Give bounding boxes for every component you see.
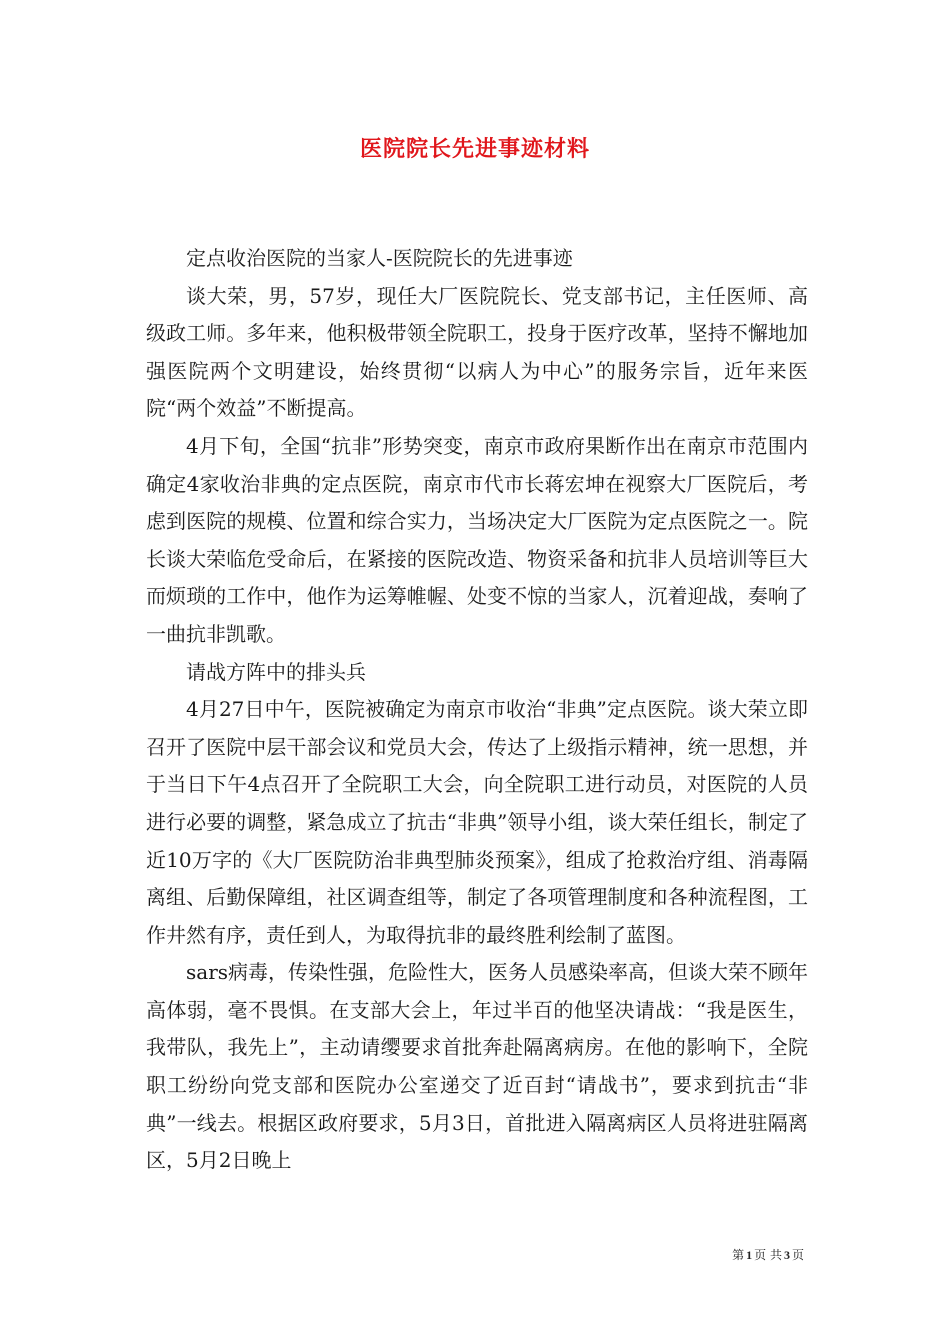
page-footer <box>732 1246 804 1263</box>
section-heading: 请战方阵中的排头兵 <box>186 659 366 684</box>
footer-suffix: 页 <box>791 1248 804 1262</box>
paragraph-intro: 谈大荣，男，57岁，现任大厂医院院长、党支部书记，主任医师、高级政工师。多年来，他积极带领全院职工，投身于医疗改革，坚持不懈地加强医院两个文明建设，始终贯彻“以病人为中心”的服务宗旨，近年来医院“两个效益”不断提高。 <box>146 283 808 421</box>
footer-current-page: 1 <box>746 1248 753 1262</box>
paragraph-volunteer: sars病毒，传染性强，危险性大，医务人员感染率高，但谈大荣不顾年高体弱，毫不畏惧。在支部大会上，年过半百的他坚决请战：“我是医生，我带队，我先上”，主动请缨要求首批奔赴隔离病房。在他的影响下，全院职工纷纷向党支部和医院办公室递交了近百封“请战书”，要求到抗击“非典”一线去。根据区政府要求，5月3日，首批进入隔离病区人员将进驻隔离区，5月2日晚上 <box>146 960 809 1173</box>
footer-middle: 页 共 <box>754 1248 782 1262</box>
paragraph-subtitle: 定点收治医院的当家人-医院院长的先进事迹 <box>186 246 573 270</box>
footer-prefix: 第 <box>732 1248 745 1262</box>
paragraph-background: 4月下旬，全国“抗非”形势突变，南京市政府果断作出在南京市范围内确定4家收治非典的定点医院，南京市代市长蒋宏坤在视察大厂医院后，考虑到医院的规模、位置和综合实力，当场决定大厂医院为定点医院之一。院长谈大荣临危受命后，在紧接的医院改造、物资采备和抗非人员培训等巨大而烦琐的工作中，他作为运筹帷幄、处变不惊的当家人，沉着迎战，奏响了一曲抗非凯歌。 <box>146 433 808 646</box>
document-body <box>146 240 808 1180</box>
page-title: 医院院长先进事迹材料 <box>359 136 590 162</box>
footer-total-pages: 3 <box>783 1248 790 1262</box>
paragraph-mobilization: 4月27日中午，医院被确定为南京市收治“非典”定点医院。谈大荣立即召开了医院中层干部会议和党员大会，传达了上级指示精神，统一思想，并于当日下午4点召开了全院职工大会，向全院职工进行动员，对医院的人员进行必要的调整，紧急成立了抗击“非典”领导小组，谈大荣任组长，制定了近10万字的《大厂医院防治非典型肺炎预案》，组成了抢救治疗组、消毒隔离组、后勤保障组，社区调查组等，制定了各项管理制度和各种流程图，工作井然有序，责任到人，为取得抗非的最终胜利绘制了蓝图。 <box>146 697 808 947</box>
